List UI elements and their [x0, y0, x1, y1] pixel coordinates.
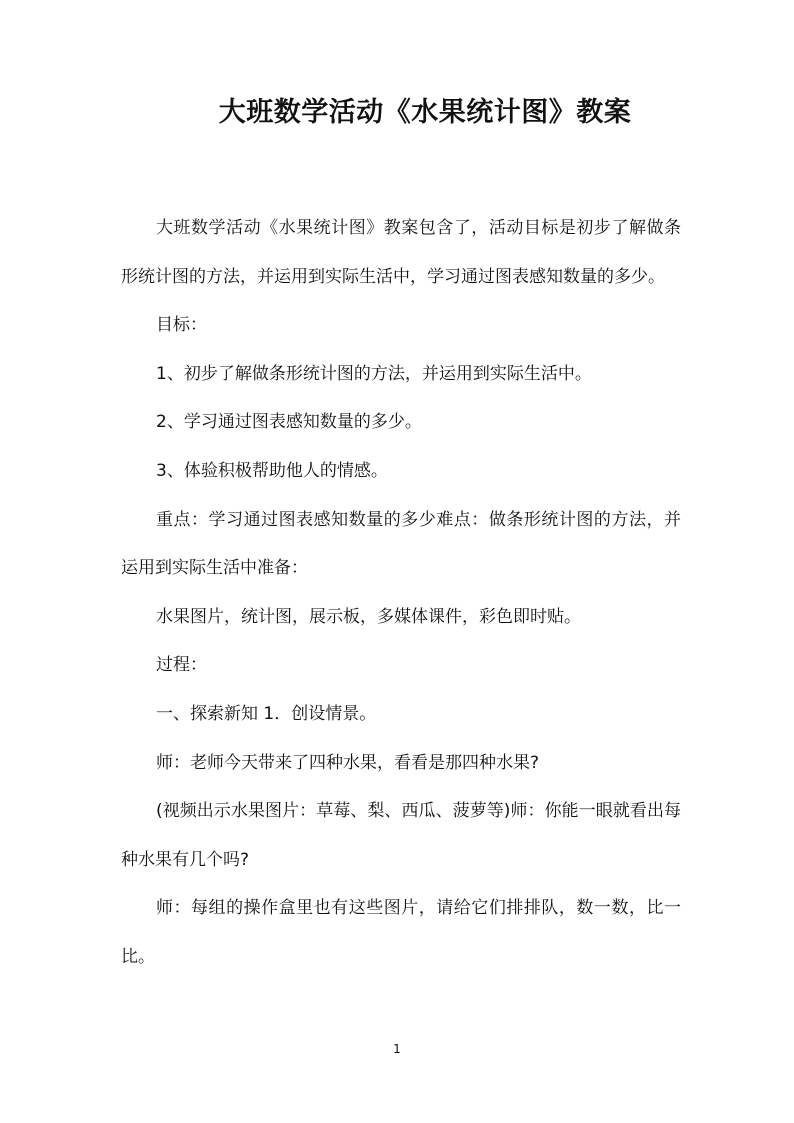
goals-heading: 目标： — [156, 315, 207, 336]
goal-item-2: 2、学习通过图表感知数量的多少。 — [156, 412, 422, 433]
key-points-paragraph: 重点：学习通过图表感知数量的多少难点：做条形统计图的方法，并运用到实际生活中准备： — [121, 509, 681, 579]
section-heading-explore: 一、探索新知 1．创设情景。 — [156, 703, 377, 724]
process-heading: 过程： — [156, 655, 207, 676]
teacher-line-1: 师：老师今天带来了四种水果，看看是那四种水果? — [156, 752, 540, 773]
intro-paragraph: 大班数学活动《水果统计图》教案包含了，活动目标是初步了解做条形统计图的方法，并运用到实际生活中，学习通过图表感知数量的多少。 — [121, 218, 681, 287]
video-paragraph: (视频出示水果图片：草莓、梨、西瓜、菠萝等)师：你能一眼就看出每种水果有几个吗? — [121, 801, 681, 870]
materials-paragraph: 水果图片，统计图，展示板，多媒体课件，彩色即时贴。 — [156, 606, 581, 627]
page-number: 1 — [393, 1042, 401, 1056]
teacher-line-2: 师：每组的操作盒里也有这些图片，请给它们排排队，数一数，比一比。 — [121, 898, 681, 967]
goal-item-1: 1、初步了解做条形统计图的方法，并运用到实际生活中。 — [156, 363, 592, 384]
document-body — [121, 204, 681, 982]
goal-item-3: 3、体验积极帮助他人的情感。 — [156, 460, 388, 481]
document-title: 大班数学活动《水果统计图》教案 — [218, 97, 632, 128]
